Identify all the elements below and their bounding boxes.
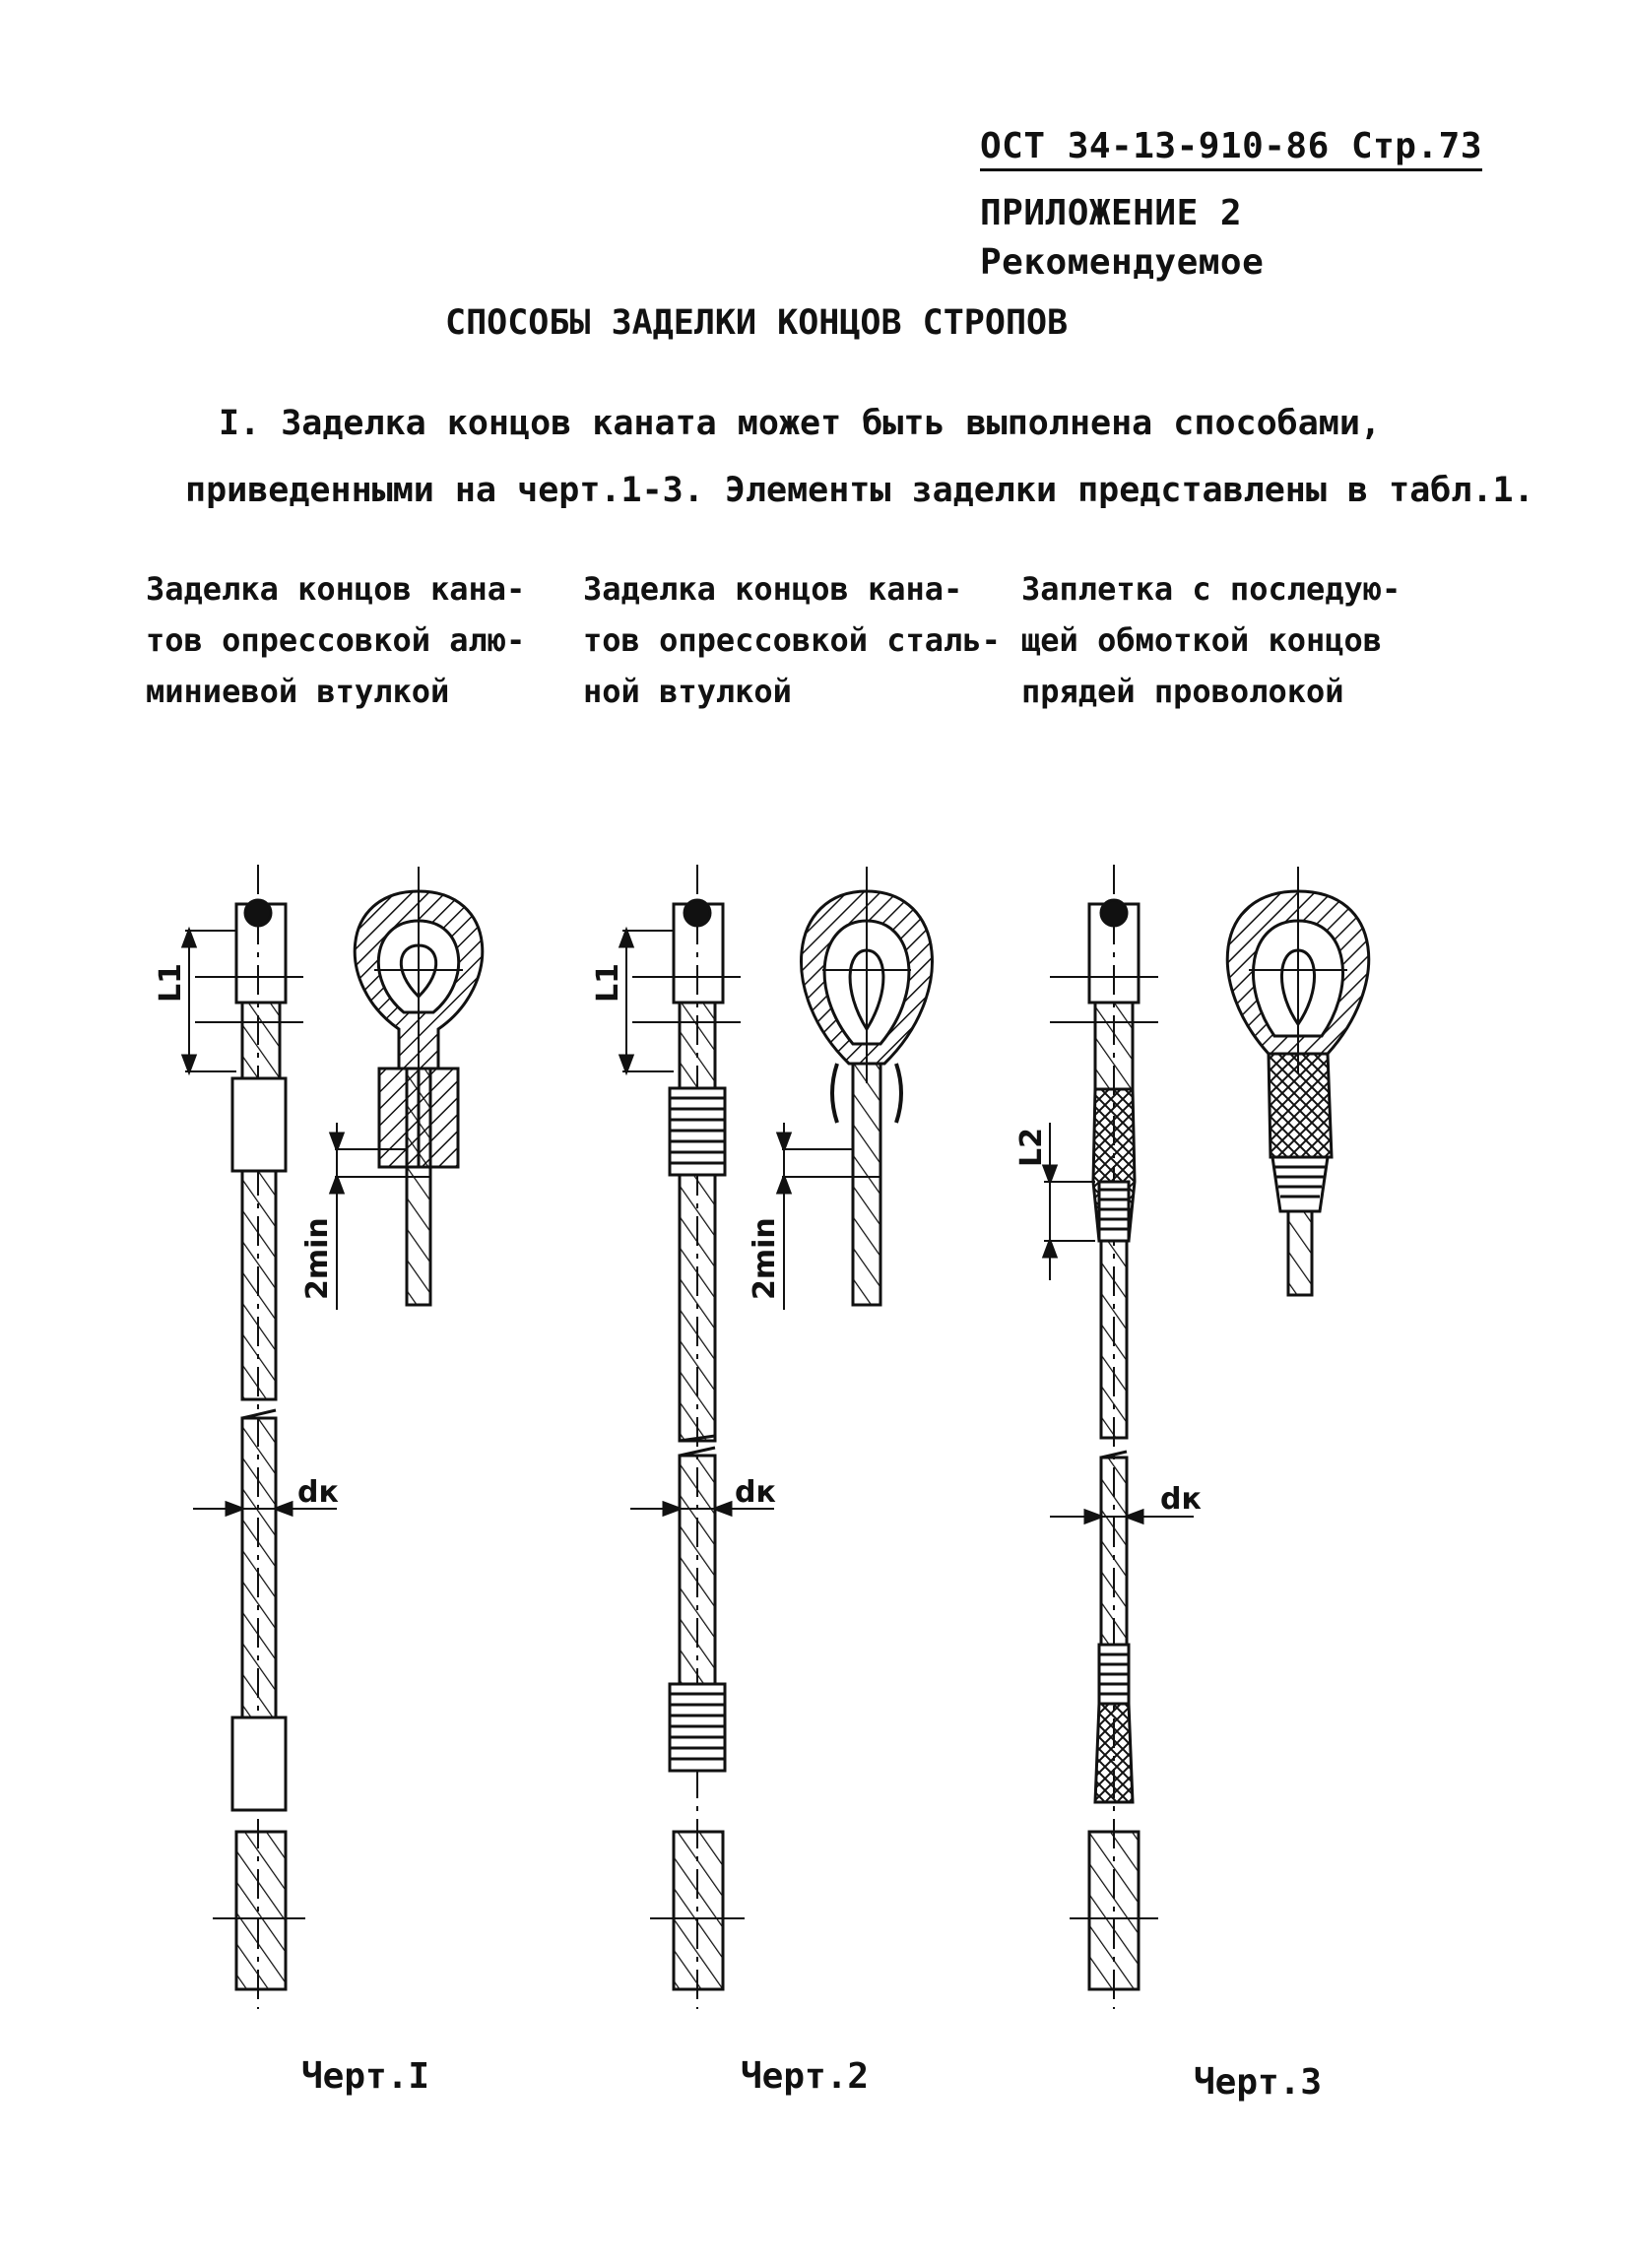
dimension-l2: L2 [1014,1128,1049,1167]
appendix-label: ПРИЛОЖЕНИЕ 2 [980,193,1243,233]
caption-line: миниевой втулкой [146,673,450,710]
caption-line: Заплетка с последую- [1021,570,1401,608]
dimension-dk: dк [297,1475,339,1510]
figure-1-drawing [183,865,483,2009]
caption-line: Заделка концов кана- [583,570,963,608]
figure-3-drawing [1044,865,1369,2009]
dimension-2min: 2min [748,1217,782,1300]
page-title: СПОСОБЫ ЗАДЕЛКИ КОНЦОВ СТРОПОВ [445,303,1069,343]
dimension-l1: L1 [591,963,625,1003]
figure-2-label: Черт.2 [741,2056,870,2097]
dimension-dk: dк [735,1475,776,1510]
document-reference: ОСТ 34-13-910-86 Стр.73 [980,126,1482,171]
caption-line: щей обмоткой концов [1021,621,1383,659]
caption-line: тов опрессовкой алю- [146,621,526,659]
caption-line: тов опрессовкой сталь- [583,621,1001,659]
caption-line: прядей проволокой [1021,673,1344,710]
dimension-dk: dк [1160,1482,1202,1517]
paragraph-line-1: I. Заделка концов каната может быть выполнена способами, [219,404,1382,443]
figure-1-label: Черт.I [301,2056,430,2097]
paragraph-line-2: приведенными на черт.1-3. Элементы заделки представлены в табл.1. [185,471,1534,510]
caption-line: ной втулкой [583,673,792,710]
caption-line: Заделка концов кана- [146,570,526,608]
appendix-status: Рекомендуемое [980,242,1265,283]
dimension-l1: L1 [154,963,188,1003]
figure-3-label: Черт.3 [1194,2062,1323,2103]
dimension-2min: 2min [300,1217,335,1300]
figure-2-drawing [620,865,932,2009]
